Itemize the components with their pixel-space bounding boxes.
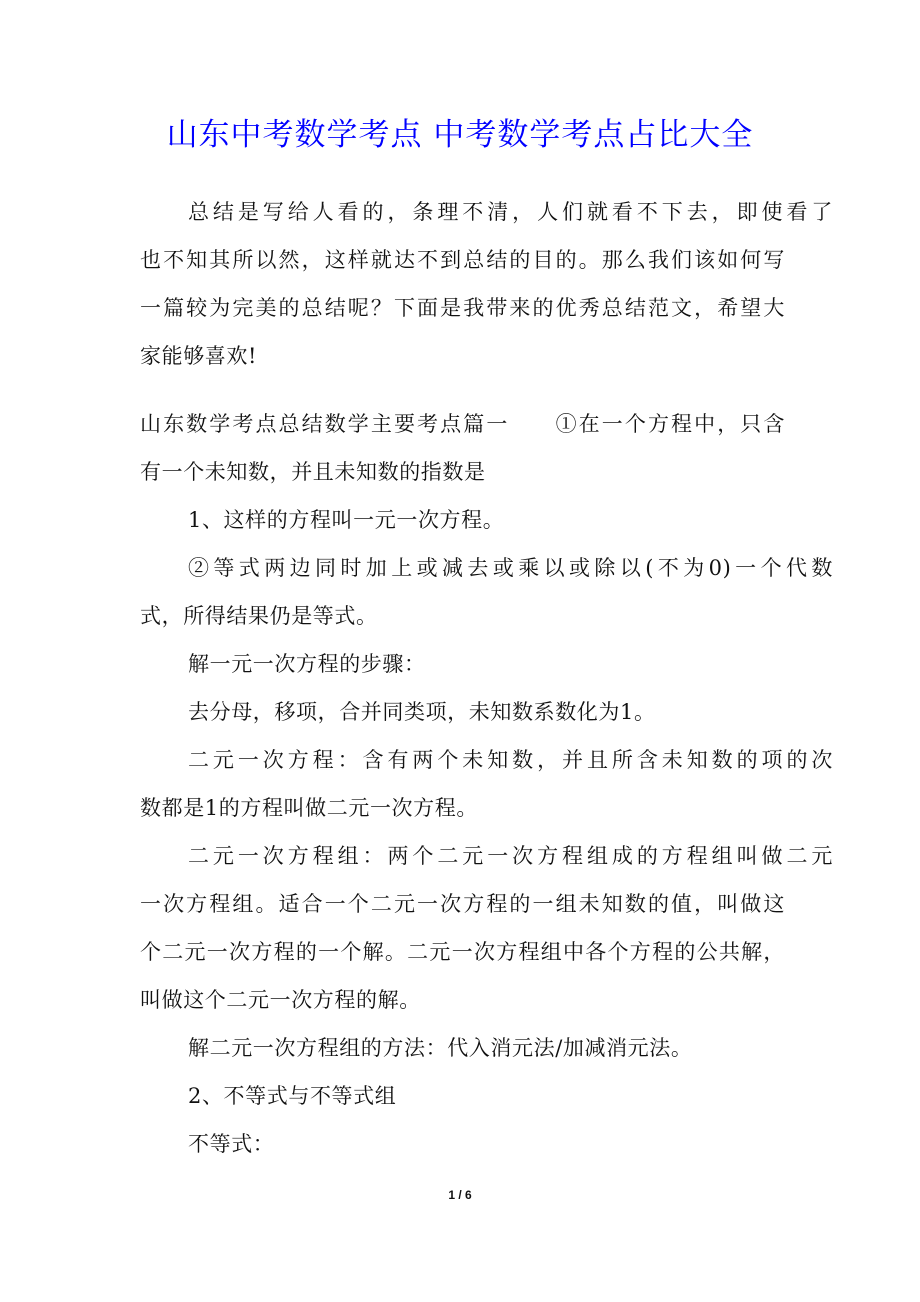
paragraph-line: 去分母，移项，合并同类项，未知数系数化为1。 xyxy=(188,700,656,724)
paragraph-line: 2、不等式与不等式组 xyxy=(188,1084,397,1108)
paragraph-line: 也不知其所以然，这样就达不到总结的目的。那么我们该如何写 xyxy=(140,248,785,272)
paragraph-line: ②等式两边同时加上或减去或乘以或除以(不为0)一个代数 xyxy=(188,556,833,580)
paragraph-line: 一次方程组。适合一个二元一次方程的一组未知数的值，叫做这 xyxy=(140,892,785,916)
page-indicator: 1 / 6 xyxy=(448,1188,472,1202)
paragraph-line: 解二元一次方程组的方法：代入消元法/加减消元法。 xyxy=(188,1036,693,1060)
paragraph-line: 数都是1的方程叫做二元一次方程。 xyxy=(140,796,478,820)
paragraph-line: 二元一次方程：含有两个未知数，并且所含未知数的项的次 xyxy=(188,748,833,772)
paragraph-line: 叫做这个二元一次方程的解。 xyxy=(140,988,421,1012)
document-title: 山东中考数学考点 中考数学考点占比大全 xyxy=(166,117,754,153)
paragraph-line: 家能够喜欢! xyxy=(140,344,258,368)
section-heading-line: 山东数学考点总结数学主要考点篇一 ①在一个方程中，只含 xyxy=(140,412,785,436)
paragraph-line: 一篇较为完美的总结呢？下面是我带来的优秀总结范文，希望大 xyxy=(140,296,785,320)
paragraph-line: 二元一次方程组：两个二元一次方程组成的方程组叫做二元 xyxy=(188,844,833,868)
paragraph-line: 有一个未知数，并且未知数的指数是 xyxy=(140,460,486,484)
paragraph-line: 解一元一次方程的步骤： xyxy=(188,652,426,676)
paragraph-line: 不等式： xyxy=(188,1132,275,1156)
paragraph-line: 1、这样的方程叫一元一次方程。 xyxy=(188,508,505,532)
paragraph-line: 个二元一次方程的一个解。二元一次方程组中各个方程的公共解， xyxy=(140,940,785,964)
paragraph-line: 式，所得结果仍是等式。 xyxy=(140,604,378,628)
paragraph-line: 总结是写给人看的，条理不清，人们就看不下去，即使看了 xyxy=(188,200,833,224)
